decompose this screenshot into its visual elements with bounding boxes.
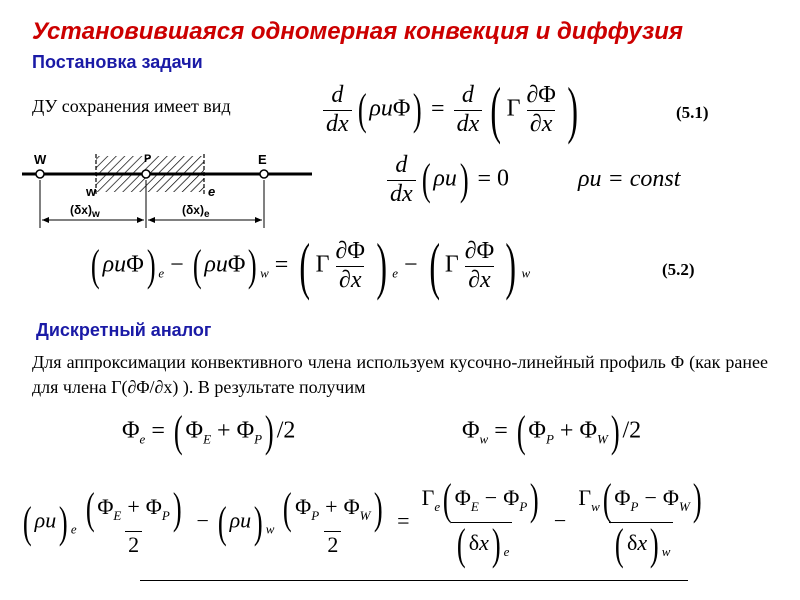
page-title: Установившаяся одномерная конвекция и диффузия [32, 18, 683, 45]
label-W: W [34, 152, 47, 167]
node-W [36, 170, 44, 178]
label-dx-e: $(\delta x)_e$ [182, 203, 210, 220]
label-w: w [86, 184, 97, 199]
label-P: P [144, 153, 152, 165]
phi-w-interpolation: $\Phi_w$ = ( $\Phi_P + \Phi_W$) /2 [462, 407, 642, 456]
continuity-equation: $\frac{d}{dx}$ ( ρu) = 0 [384, 152, 509, 208]
section-subtitle-discrete: Дискретный аналог [36, 320, 212, 340]
node-E [260, 170, 268, 178]
label-e: e [208, 184, 216, 199]
equation-5-1: $\frac{d}{dx}$ ( ρuΦ) = $\frac{d}{dx}$ ( Γ $\frac{\partial\Phi}{\partial x}$ ) [320, 78, 583, 142]
phi-e-interpolation: $\Phi_e$ = ( $\Phi_E + \Phi_P$) /2 [122, 407, 296, 456]
equation-5-2: ( ρuΦ) $_e$ − ( ρuΦ) $_w$ = ( Γ $\frac{\partial\Phi}{\partial x}$ ) $_e$ − ( Γ $\frac{\partial\Phi}{\partial x}$ ) $_w$ [90, 230, 531, 301]
label-E: E [258, 152, 267, 167]
label-dx-w: $(\delta x)_w$ [70, 203, 100, 220]
intro-text: ДУ сохранения имеет вид [32, 96, 231, 116]
footer-rule [140, 580, 688, 581]
node-P [142, 170, 150, 178]
discretization-paragraph: Для аппроксимации конвективного члена используем кусочно-линейный профиль Φ (как ранее для члена Γ(∂Φ/∂x) ). В результате получим [32, 352, 768, 397]
rho-u-const: ρu = const [578, 166, 681, 192]
section-subtitle-problem: Постановка задачи [32, 52, 203, 72]
control-volume-diagram [22, 148, 312, 238]
discrete-equation: ( ρu) $_e$ $\frac{( \Phi_E + \Phi_P)}{2}$ − ( ρu) $_w$ $\frac{( \Phi_P + \Phi_W)}{2}$ = $\frac{\Gamma_e( \Phi_E - \Phi_P)}{( \delta x) _e}$ − $\frac{\Gamma_w( \Phi_P - \Phi_W)}{( \delta x) _w}$ [22, 475, 702, 569]
equation-number-5-1: (5.1) [676, 103, 709, 122]
equation-number-5-2: (5.2) [662, 260, 695, 279]
